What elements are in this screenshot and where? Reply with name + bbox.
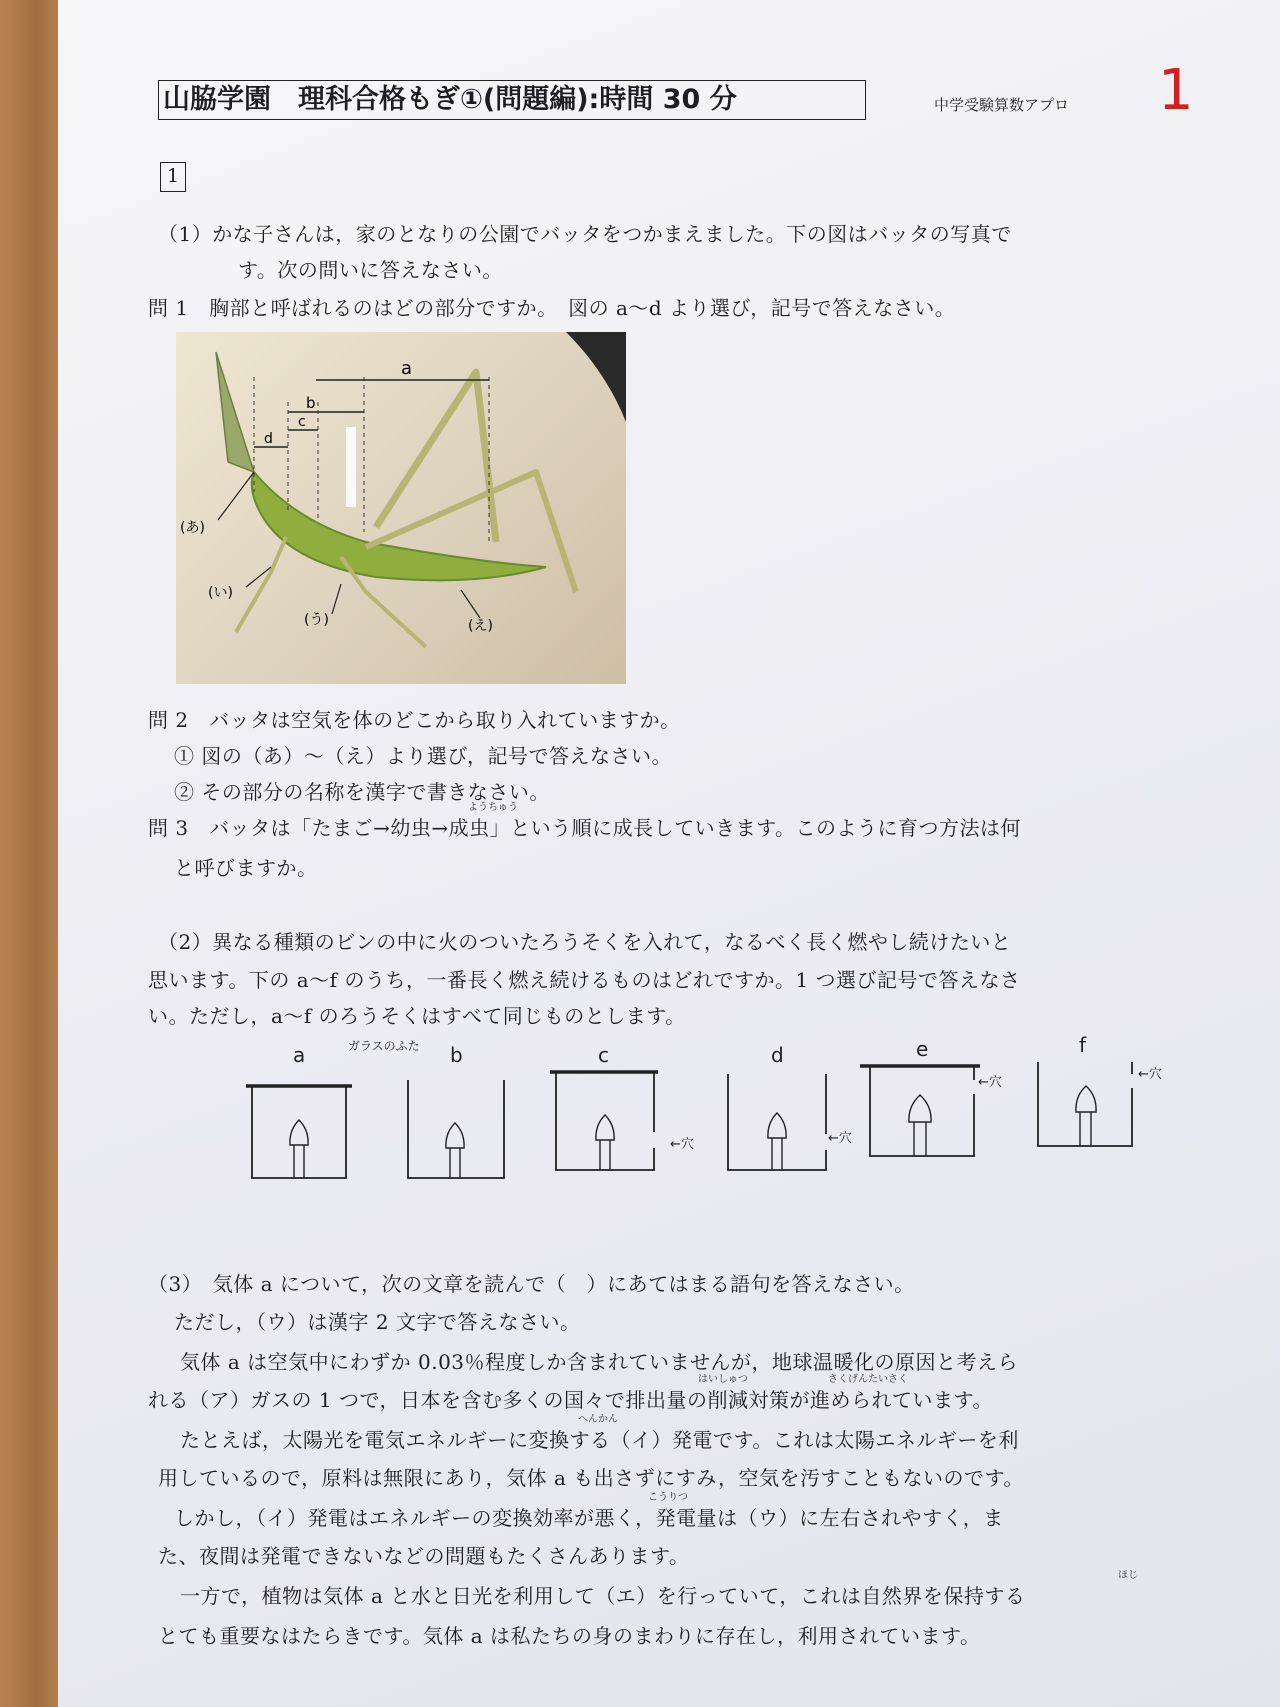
lid-note: ガラスのふた (348, 1039, 420, 1053)
question-3-line2: と呼びますか。 (174, 856, 318, 880)
page-title: 山脇学園 理科合格もぎ①(問題編):時間 30 分 (158, 80, 866, 120)
ruby-kouritsu: こうりつ (648, 1492, 688, 1503)
grasshopper-photo (176, 332, 626, 684)
page-number: 1 (1158, 58, 1194, 123)
question-1: 問 1 胸部と呼ばれるのはどの部分ですか。 図の a～d より選び，記号で答えなさい。 (148, 296, 956, 320)
part3-p1-line1: 気体 a は空気中にわずか 0.03％程度しか含まれていませんが，地球温暖化の原因と考えら (180, 1350, 1019, 1374)
part1-intro-line1: （1）かな子さんは，家のとなりの公園でバッタをつかまえました。下の図はバッタの写真で (158, 222, 1012, 246)
grasshopper-illustration (176, 332, 626, 684)
ruby-youchuu: ようちゅう (468, 802, 518, 813)
part3-line1: （3） 気体 a について，次の文章を読んで（ ）にあてはまる語句を答えなさい。 (148, 1272, 915, 1296)
hole-note-f: ←穴 (1138, 1067, 1162, 1082)
part3-p2-line2: 用しているので，原料は無限にあり，気体 a も出さずにすみ，空気を汚すこともないのです。 (158, 1466, 1024, 1490)
jar-label-d: d (771, 1043, 784, 1067)
publisher-label: 中学受験算数アプロ (934, 96, 1070, 114)
label-u-kana: (う) (304, 612, 329, 628)
question-3-line1: 問 3 バッタは「たまご→幼虫→成虫」という順に成長していきます。このように育つ方法は何 (148, 816, 1021, 840)
label-i-kana: (い) (208, 585, 233, 601)
part1-intro-line2: す。次の問いに答えなさい。 (238, 258, 503, 282)
ruby-sakugen: さくげんたいさく (828, 1374, 908, 1385)
question-2: 問 2 バッタは空気を体のどこから取り入れていますか。 (148, 708, 681, 732)
ruby-henkan: へんかん (578, 1414, 618, 1425)
label-d: d (264, 431, 273, 447)
worksheet-page (58, 0, 1280, 1707)
section-number: 1 (160, 162, 186, 192)
jar-label-f: f (1079, 1033, 1087, 1057)
label-b: b (306, 394, 316, 412)
hole-note-d: ←穴 (828, 1131, 852, 1146)
ruby-haishutsu: はいしゅつ (698, 1374, 748, 1385)
label-a: a (401, 358, 413, 379)
part3-p3-line2: た、夜間は発電できないなどの問題もたくさんあります。 (158, 1544, 690, 1568)
part3-p1-line2: れる（ア）ガスの 1 つで，日本を含む多くの国々で排出量の削減対策が進められています。 (148, 1388, 993, 1412)
label-e-kana: (え) (468, 618, 493, 634)
label-a-kana: (あ) (180, 520, 205, 536)
part3-p3-line1: しかし，（イ）発電はエネルギーの変換効率が悪く，発電量は（ウ）に左右されやすく，ま (174, 1506, 1004, 1530)
jar-label-c: c (598, 1043, 609, 1067)
part3-line2: ただし，（ウ）は漢字 2 文字で答えなさい。 (174, 1310, 581, 1334)
ruby-hoji: ほじ (1118, 1570, 1138, 1581)
hole-note-c: ←穴 (670, 1137, 694, 1152)
candle-jar-figures (178, 1030, 1178, 1200)
part2-line3: い。ただし，a～f のろうそくはすべて同じものとします。 (148, 1004, 686, 1028)
part3-p4-line1: 一方で，植物は気体 a と水と日光を利用して（エ）を行っていて，これは自然界を保持する (180, 1584, 1026, 1608)
question-2-1: ① 図の（あ）～（え）より選び，記号で答えなさい。 (174, 744, 673, 768)
candle-jars-diagram (178, 1030, 1178, 1200)
hole-note-e: ←穴 (978, 1075, 1002, 1090)
part2-line2: 思います。下の a～f のうち，一番長く燃え続けるものはどれですか。1 つ選び記号で答えなさ (148, 968, 1021, 992)
part2-line1: （2）異なる種類のビンの中に火のついたろうそくを入れて，なるべく長く燃やし続けたいと (158, 930, 1012, 954)
label-c: c (298, 414, 306, 430)
jar-label-e: e (916, 1037, 929, 1061)
part3-p4-line2: とても重要なはたらきです。気体 a は私たちの身のまわりに存在し，利用されています。 (158, 1624, 981, 1648)
part3-p2-line1: たとえば，太陽光を電気エネルギーに変換する（イ）発電です。これは太陽エネルギーを利 (180, 1428, 1019, 1452)
jar-label-b: b (450, 1043, 463, 1067)
jar-label-a: a (293, 1043, 306, 1067)
question-2-2: ② その部分の名称を漢字で書きなさい。 (174, 780, 550, 804)
